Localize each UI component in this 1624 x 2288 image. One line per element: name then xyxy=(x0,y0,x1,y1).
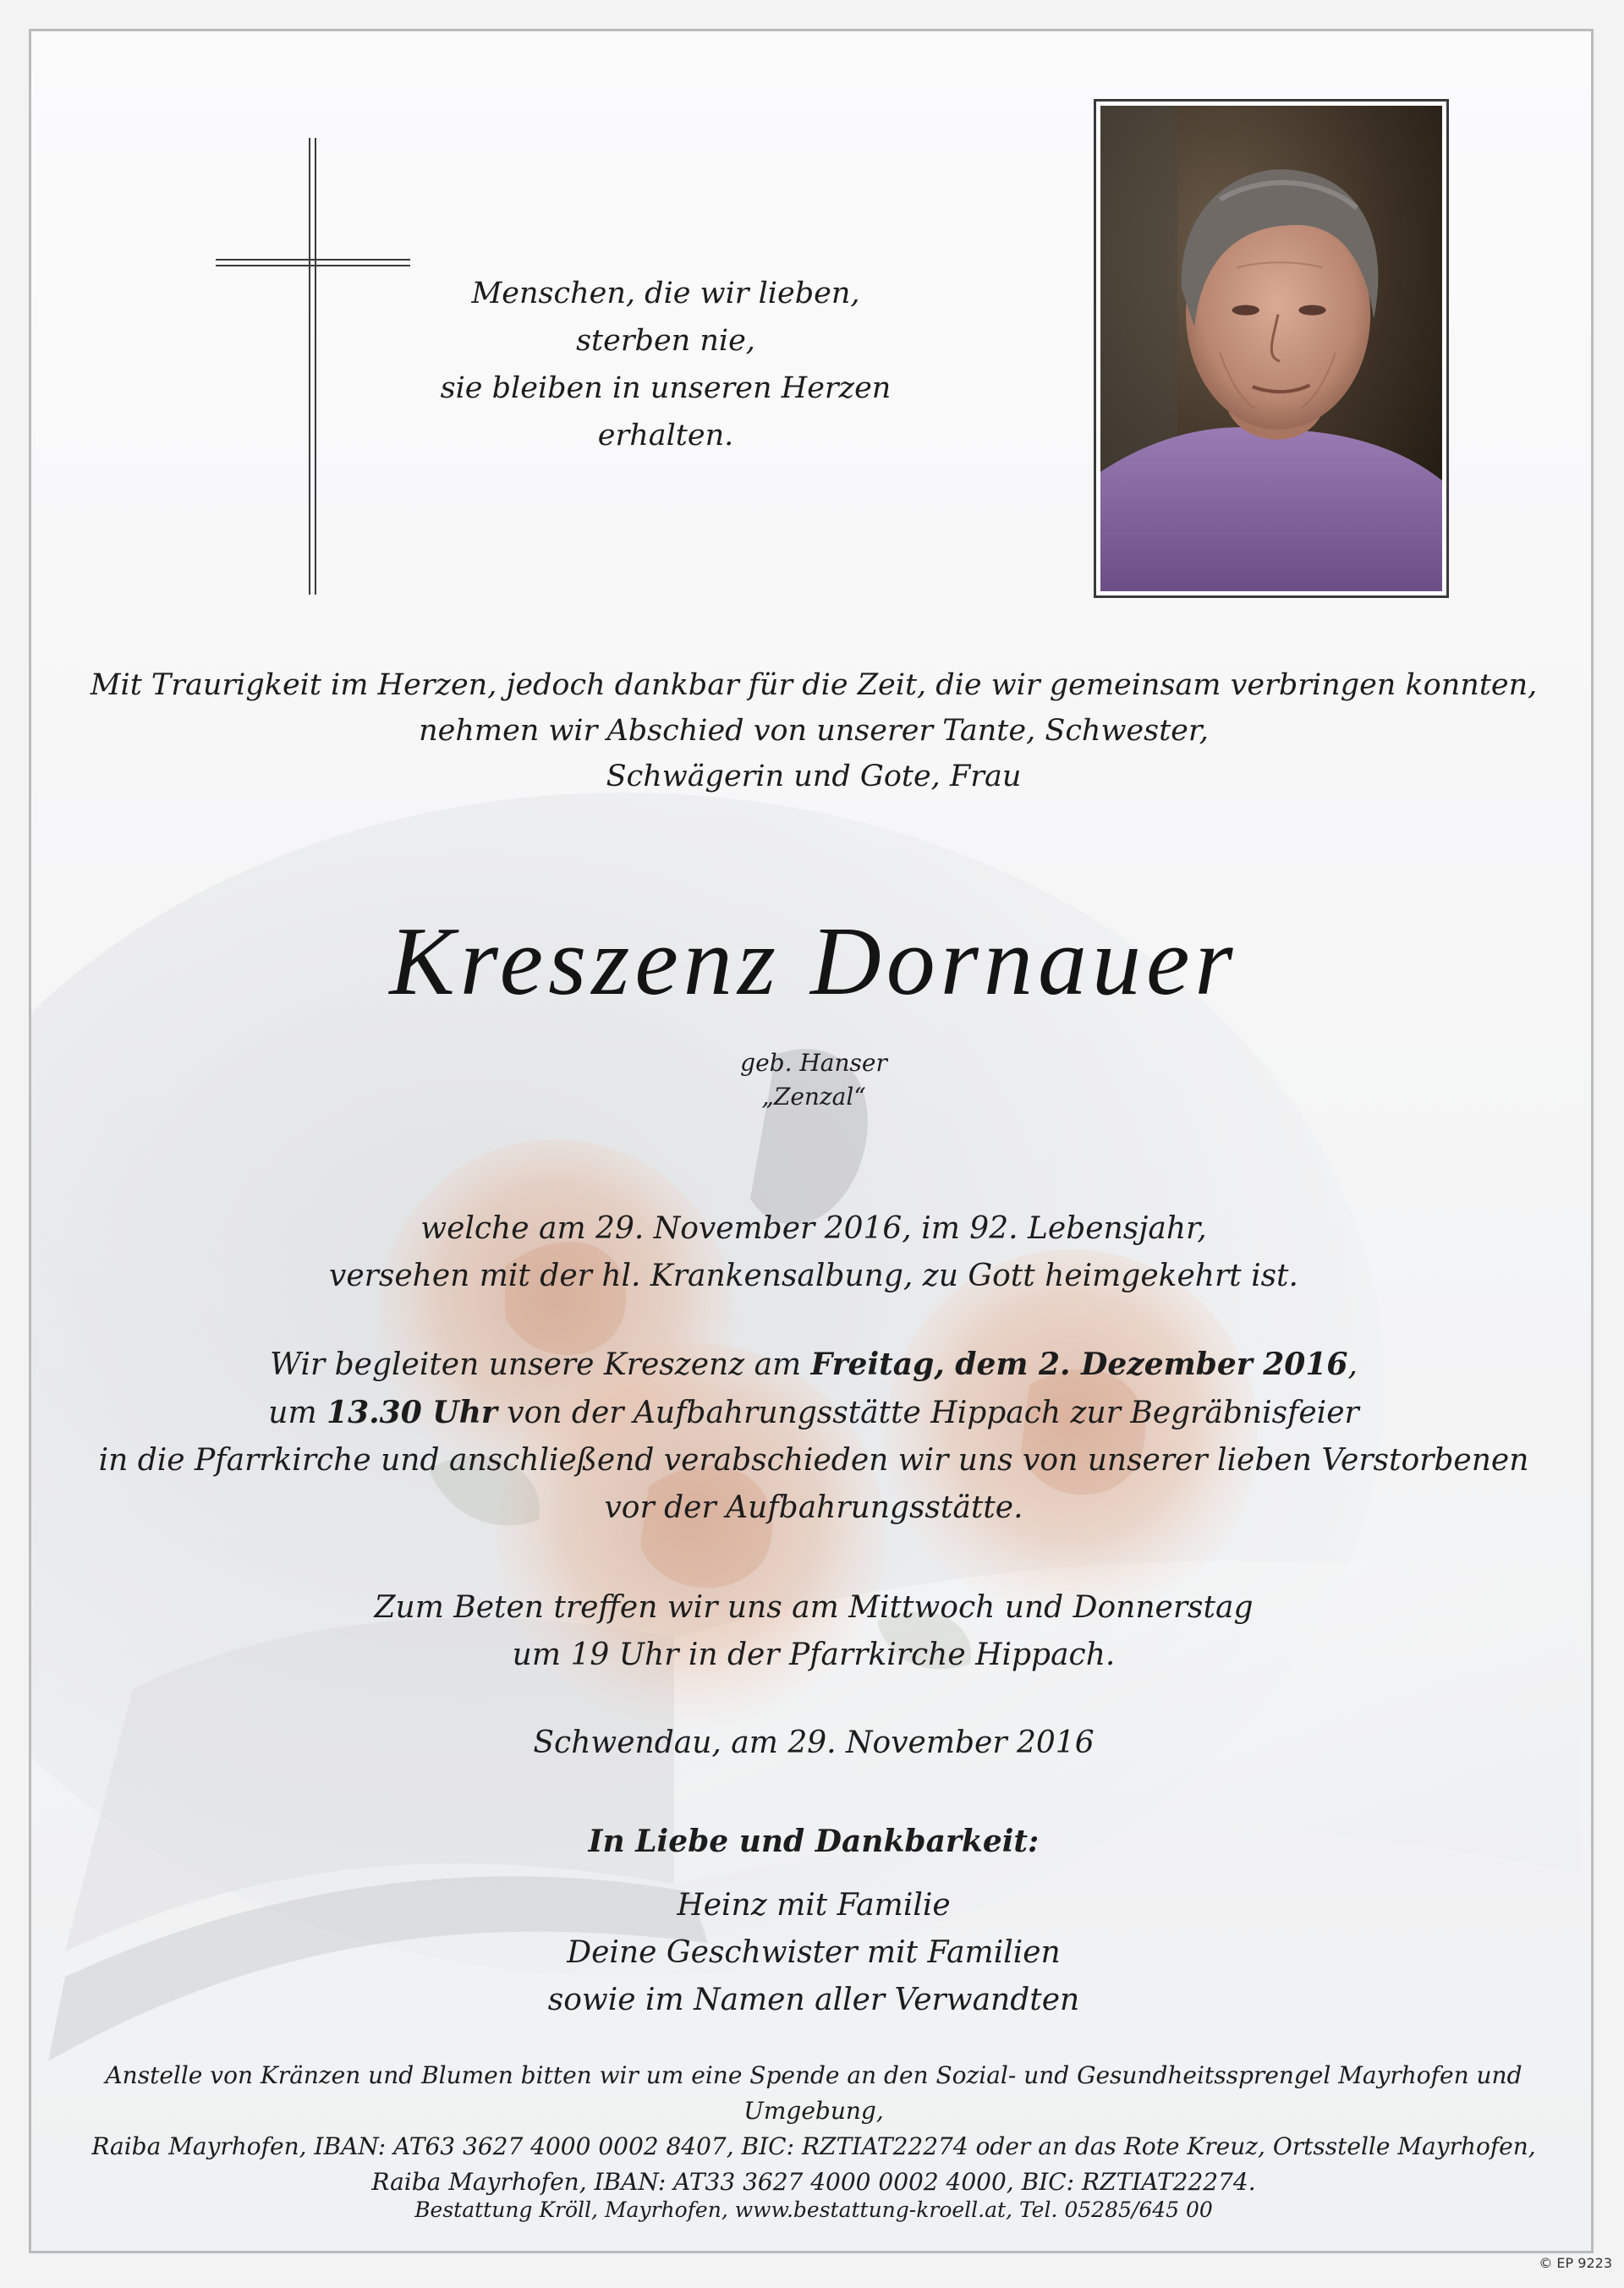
death-notice-line: versehen mit der hl. Krankensalbung, zu Gott heimgekehrt ist. xyxy=(329,1259,1298,1293)
print-code: © EP 9223 xyxy=(1539,2255,1612,2271)
service-line: in die Pfarrkirche und anschließend verabschieden wir uns von unserer lieben Verstorbenen xyxy=(98,1443,1529,1478)
portrait-frame xyxy=(1094,99,1449,598)
funeral-home-footer: Bestattung Kröll, Mayrhofen, www.bestattung-kroell.at, Tel. 05285/645 00 xyxy=(414,2197,1213,2222)
mourners-list xyxy=(116,1882,1512,2024)
verse xyxy=(395,270,936,459)
verse-line: Menschen, die wir lieben, xyxy=(471,277,860,310)
verse-line: sterben nie, xyxy=(576,324,755,358)
intro-line: nehmen wir Abschied von unserer Tante, Schwester, xyxy=(419,714,1209,748)
service-text: , xyxy=(1347,1347,1358,1382)
prayer-line: um 19 Uhr in der Pfarrkirche Hippach. xyxy=(512,1638,1116,1672)
verse-line: erhalten. xyxy=(597,419,734,453)
intro-line: Mit Traurigkeit im Herzen, jedoch dankbar für die Zeit, die wir gemeinsam verbringen konnten, xyxy=(90,668,1538,702)
service-line: vor der Aufbahrungsstätte. xyxy=(604,1490,1023,1525)
nickname: „Zenzal“ xyxy=(761,1083,866,1111)
donation-line: Raiba Mayrhofen, IBAN: AT33 3627 4000 0002 4000, BIC: RZTIAT22274. xyxy=(371,2168,1256,2196)
donation-request xyxy=(65,2058,1562,2200)
service-date: Freitag, dem 2. Dezember 2016 xyxy=(810,1347,1348,1382)
mourner: sowie im Namen aller Verwandten xyxy=(547,1983,1080,2017)
mourner: Heinz mit Familie xyxy=(677,1888,951,1923)
portrait-photo xyxy=(1100,106,1442,591)
deceased-details xyxy=(31,1046,1594,1114)
intro-text xyxy=(65,662,1562,799)
funeral-service xyxy=(82,1341,1545,1532)
cross-icon xyxy=(184,107,420,615)
donation-line: Anstelle von Kränzen und Blumen bitten wir um eine Spende an den Sozial- und Gesundheitssprengel Mayrhofen und Umgebung, xyxy=(105,2061,1522,2125)
birth-name: geb. Hanser xyxy=(740,1049,887,1077)
prayer-line: Zum Beten treffen wir uns am Mittwoch und Donnerstag xyxy=(374,1590,1254,1625)
service-line xyxy=(82,1341,1545,1389)
obituary-card xyxy=(29,29,1594,2253)
service-text: Wir begleiten unsere Kreszenz am xyxy=(270,1347,811,1382)
place-date: Schwendau, am 29. November 2016 xyxy=(533,1726,1095,1760)
donation-line: Raiba Mayrhofen, IBAN: AT63 3627 4000 0002 8407, BIC: RZTIAT22274 oder an das Rote Kreuz, Ortsstelle Mayrhofen, xyxy=(91,2132,1536,2160)
service-text: von der Aufbahrungsstätte Hippach zur Begräbnisfeier xyxy=(497,1396,1359,1430)
service-line xyxy=(82,1389,1545,1437)
prayer-notice xyxy=(116,1584,1512,1679)
service-text: um xyxy=(268,1396,327,1430)
death-notice-line: welche am 29. November 2016, im 92. Lebensjahr, xyxy=(420,1211,1207,1246)
service-time: 13.30 Uhr xyxy=(326,1395,497,1430)
intro-line: Schwägerin und Gote, Frau xyxy=(606,760,1022,793)
signoff: In Liebe und Dankbarkeit: xyxy=(588,1824,1040,1859)
verse-line: sie bleiben in unseren Herzen xyxy=(440,371,892,405)
death-notice xyxy=(116,1205,1512,1300)
deceased-name: Kreszenz Dornauer xyxy=(389,908,1238,1016)
mourner: Deine Geschwister mit Familien xyxy=(567,1935,1061,1970)
